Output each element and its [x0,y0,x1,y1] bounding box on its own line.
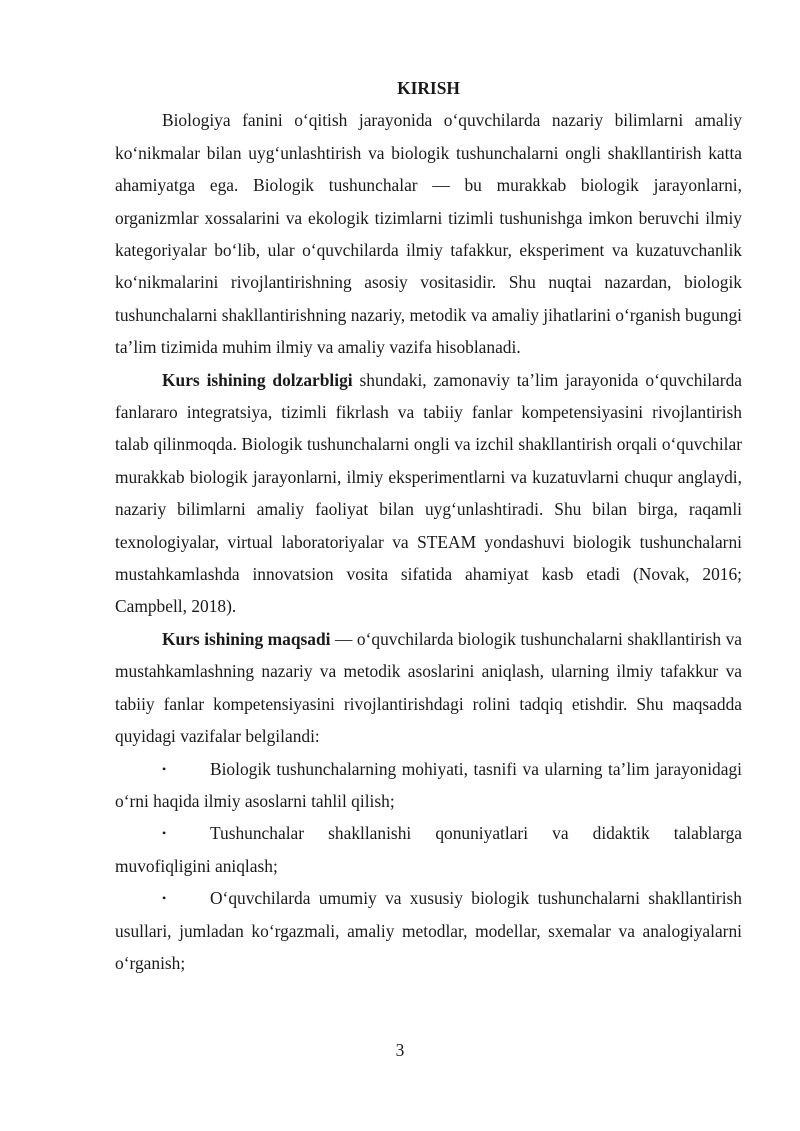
task-text: Tushunchalar shakllanishi qonuniyatlari va didaktik talablarga muvofiqligini aniqlash; [115,823,742,876]
task-text: O‘quvchilarda umumiy va xususiy biologik tushunchalarni shakllantirish usullari, jumladan ko‘rgazmali, amaliy metodlar, modellar, sxemalar va analogiyalarni o‘rganish; [115,888,742,973]
goal-heading: Kurs ishining maqsadi [162,628,331,649]
list-item [115,817,742,882]
list-item [115,753,742,818]
goal-text: — o‘quvchilarda biologik tushunchalarni shakllantirish va mustahkamlashning nazariy va metodik asoslarini aniqlash, ularning ilmiy tafakkur va tabiiy fanlar kompetensiyasini rivojlantirishdagi rolini tadqiq etishdir. Shu maqsadda quyidagi vazifalar belgilandi: [115,628,742,747]
bullet-icon: • [162,761,167,776]
page-number: 3 [395,1040,405,1060]
goal-paragraph [115,623,742,753]
list-item [115,882,742,979]
relevance-paragraph [115,364,742,623]
intro-paragraph: Biologiya fanini o‘qitish jarayonida o‘quvchilarda nazariy bilimlarni amaliy ko‘nikmalar bilan uyg‘unlashtirish va biologik tushunchalarni ongli shakllantirish katta ahamiyatga ega. Biologik tushunchalar — bu murakkab biologik jarayonlarni, organizmlar xossalarini va ekologik tizimlarni tizimli tushunishga imkon beruvchi ilmiy kategoriyalar bo‘lib, ular o‘quvchilarda ilmiy tafakkur, eksperiment va kuzatuvchanlik ko‘nikmalarini rivojlantirishning asosiy vositasidir. Shu nuqtai nazardan, biologik tushunchalarni shakllantirishning nazariy, metodik va amaliy jihatlarini o‘rganish bugungi ta’lim tizimida muhim ilmiy va amaliy vazifa hisoblanadi. [115,110,742,358]
relevance-heading: Kurs ishining dolzarbligi [162,369,353,390]
bullet-icon: • [162,826,167,841]
document-page [115,72,742,979]
relevance-text: shundaki, zamonaviy ta’lim jarayonida o‘quvchilarda fanlararo integratsiya, tizimli fikrlash va tabiiy fanlar kompetensiyasini rivojlantirish talab qilinmoqda. Biologik tushunchalarni ongli va izchil shakllantirish orqali o‘quvchilar murakkab biologik jarayonlarni, ilmiy eksperimentlarni va kuzatuvlarni chuqur anglaydi, nazariy bilimlarni amaliy faoliyat bilan uyg‘unlashtiradi. Shu bilan birga, raqamli texnologiyalar, virtual laboratoriyalar va STEAM yondashuvi biologik tushunchalarni mustahkamlashda innovatsion vosita sifatida ahamiyat kasb etadi (Novak, 2016; Campbell, 2018). [115,369,742,617]
section-title: KIRISH [397,78,460,98]
task-text: Biologik tushunchalarning mohiyati, tasnifi va ularning ta’lim jarayonidagi o‘rni haqida ilmiy asoslarni tahlil qilish; [115,758,742,811]
bullet-icon: • [162,891,167,906]
